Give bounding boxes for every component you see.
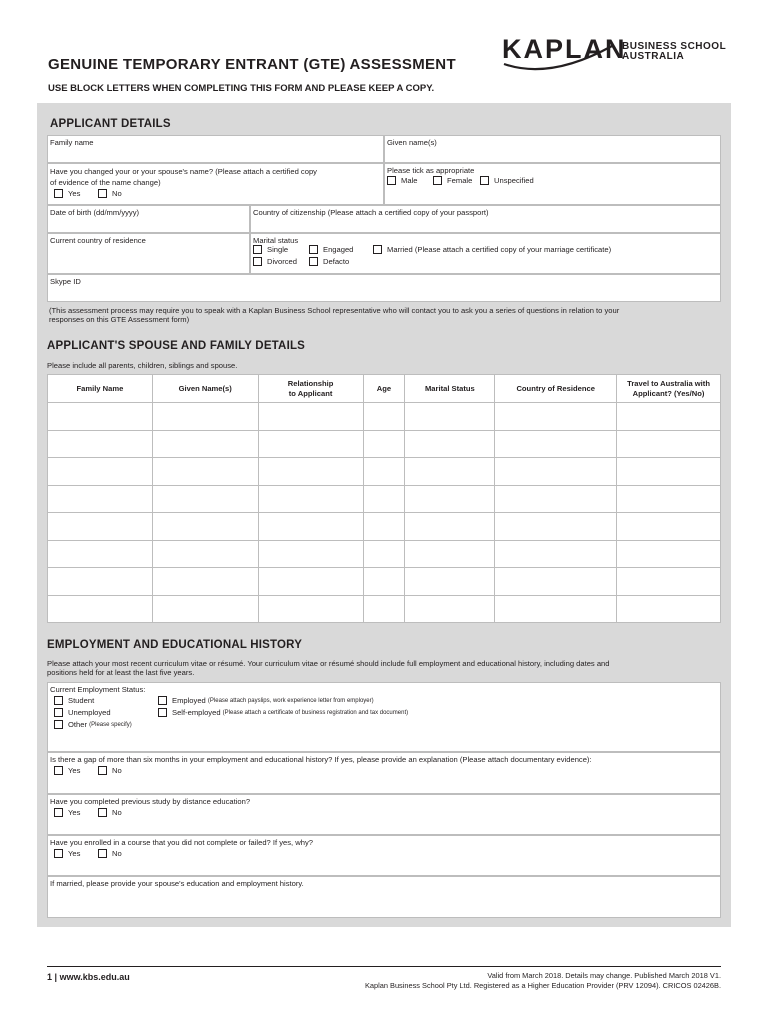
- distance-no-checkbox[interactable]: No: [98, 808, 122, 817]
- family-table-cell[interactable]: [258, 513, 363, 541]
- marital-married-checkbox[interactable]: Married (Please attach a certified copy of your marriage certificate): [373, 245, 611, 254]
- family-table-row: [48, 513, 721, 541]
- dob-field[interactable]: [47, 205, 250, 233]
- family-table-cell[interactable]: [617, 595, 721, 623]
- incomplete-no-checkbox[interactable]: No: [98, 849, 122, 858]
- family-table-row: [48, 540, 721, 568]
- family-table-cell[interactable]: [495, 540, 617, 568]
- family-table-cell[interactable]: [405, 595, 495, 623]
- assessment-note: (This assessment process may require you to speak with a Kaplan Business School representative who will contact you to ask you a series of questions in relation to your responses on this GTE Assessment form): [49, 306, 620, 324]
- page-number: 1: [47, 972, 53, 982]
- footer-separator: |: [54, 972, 58, 982]
- family-table-cell[interactable]: [405, 430, 495, 458]
- gap-no-checkbox[interactable]: No: [98, 766, 122, 775]
- spouse-history-field[interactable]: [47, 876, 721, 918]
- distance-yes-checkbox[interactable]: Yes: [54, 808, 80, 817]
- given-names-field[interactable]: [384, 135, 721, 163]
- footer-page: [47, 972, 130, 982]
- gender-male-checkbox[interactable]: Male: [387, 176, 417, 185]
- family-table-cell[interactable]: [405, 568, 495, 596]
- family-table-cell[interactable]: [258, 485, 363, 513]
- family-table-cell[interactable]: [405, 485, 495, 513]
- family-table-cell[interactable]: [48, 485, 153, 513]
- spouse-history-question: If married, please provide your spouse's education and employment history.: [50, 879, 304, 888]
- family-table-cell[interactable]: [363, 403, 405, 431]
- marital-status-field: [250, 233, 721, 274]
- family-table-cell[interactable]: [258, 430, 363, 458]
- family-table-cell[interactable]: [495, 568, 617, 596]
- residence-field[interactable]: [47, 233, 250, 274]
- family-table-cell[interactable]: [617, 568, 721, 596]
- dob-label: Date of birth (dd/mm/yyyy): [50, 208, 140, 217]
- skype-id-field[interactable]: [47, 274, 721, 302]
- family-table-cell[interactable]: [152, 458, 258, 486]
- name-change-field: [47, 163, 384, 205]
- family-name-field[interactable]: [47, 135, 384, 163]
- family-table-cell[interactable]: [495, 430, 617, 458]
- name-change-yes-checkbox[interactable]: Yes: [54, 189, 80, 198]
- employment-note: Please attach your most recent curriculum vitae or résumé. Your curriculum vitae or résumé should include full employment and educational history, including dates and positions held for at least the last five years.: [47, 659, 610, 677]
- page-title: GENUINE TEMPORARY ENTRANT (GTE) ASSESSMENT: [48, 56, 456, 73]
- family-table-cell[interactable]: [363, 485, 405, 513]
- family-table-cell[interactable]: [48, 540, 153, 568]
- status-self-employed-checkbox[interactable]: Self-employed (Please attach a certificate of business registration and tax document): [158, 708, 408, 717]
- family-table-cell[interactable]: [617, 430, 721, 458]
- skype-id-label: Skype ID: [50, 277, 81, 286]
- incomplete-course-field[interactable]: [47, 835, 721, 876]
- family-table-header: [48, 375, 721, 403]
- family-table-cell[interactable]: [152, 403, 258, 431]
- family-table-cell[interactable]: [152, 430, 258, 458]
- marital-engaged-checkbox[interactable]: Engaged: [309, 245, 353, 254]
- col-country-of-residence: Country of Residence: [495, 375, 617, 403]
- kaplan-logo: [500, 34, 730, 78]
- footer-legal: Valid from March 2018. Details may change. Published March 2018 V1. Kaplan Business School Pty Ltd. Registered as a Higher Education Provider (PRV 12094). CRICOS 02426B.: [364, 971, 721, 990]
- footer-divider: [47, 966, 721, 967]
- family-table-cell[interactable]: [258, 540, 363, 568]
- family-table-cell[interactable]: [617, 485, 721, 513]
- name-change-no-checkbox[interactable]: No: [98, 189, 122, 198]
- family-table-cell[interactable]: [617, 513, 721, 541]
- gender-field: [384, 163, 721, 205]
- col-family-name: Family Name: [48, 375, 153, 403]
- employment-gap-field[interactable]: [47, 752, 721, 794]
- incomplete-course-question: Have you enrolled in a course that you did not complete or failed? If yes, why?: [50, 838, 313, 847]
- family-table: [47, 374, 721, 623]
- family-table-cell[interactable]: [495, 595, 617, 623]
- family-table-cell[interactable]: [405, 458, 495, 486]
- family-details-heading: APPLICANT'S SPOUSE AND FAMILY DETAILS: [47, 340, 306, 352]
- family-table-cell[interactable]: [152, 568, 258, 596]
- page-subtitle: USE BLOCK LETTERS WHEN COMPLETING THIS FORM AND PLEASE KEEP A COPY.: [48, 83, 435, 94]
- family-table-row: [48, 403, 721, 431]
- col-age: Age: [363, 375, 405, 403]
- col-relationship: Relationship to Applicant: [258, 375, 363, 403]
- logo-school-name: BUSINESS SCHOOL AUSTRALIA: [622, 41, 727, 62]
- family-table-cell[interactable]: [495, 458, 617, 486]
- marital-defacto-checkbox[interactable]: Defacto: [309, 257, 349, 266]
- family-name-label: Family name: [50, 138, 94, 147]
- name-change-question-2: of evidence of the name change): [50, 178, 161, 187]
- marital-divorced-checkbox[interactable]: Divorced: [253, 257, 297, 266]
- marital-status-label: Marital status: [253, 236, 299, 245]
- family-table-cell[interactable]: [258, 568, 363, 596]
- family-table-cell[interactable]: [363, 540, 405, 568]
- col-marital-status: Marital Status: [405, 375, 495, 403]
- incomplete-yes-checkbox[interactable]: Yes: [54, 849, 80, 858]
- status-unemployed-checkbox[interactable]: Unemployed: [54, 708, 111, 717]
- family-table-cell[interactable]: [495, 403, 617, 431]
- family-table-cell[interactable]: [48, 458, 153, 486]
- family-table-body: [48, 403, 721, 623]
- distance-education-field: [47, 794, 721, 835]
- family-table-cell[interactable]: [405, 540, 495, 568]
- family-table-cell[interactable]: [617, 540, 721, 568]
- family-table-cell[interactable]: [363, 595, 405, 623]
- residence-label: Current country of residence: [50, 236, 146, 245]
- family-table-cell[interactable]: [258, 458, 363, 486]
- family-table-cell[interactable]: [495, 513, 617, 541]
- family-table-cell[interactable]: [363, 513, 405, 541]
- family-details-note: Please include all parents, children, siblings and spouse.: [47, 361, 238, 370]
- citizenship-label: Country of citizenship (Please attach a certified copy of your passport): [253, 208, 489, 217]
- logo-swoosh-icon: [500, 34, 620, 78]
- col-given-names: Given Name(s): [152, 375, 258, 403]
- status-student-checkbox[interactable]: Student: [54, 696, 94, 705]
- family-table-cell[interactable]: [48, 430, 153, 458]
- family-table-cell[interactable]: [48, 513, 153, 541]
- gender-label: Please tick as appropriate: [387, 166, 475, 175]
- family-table-cell[interactable]: [48, 568, 153, 596]
- family-table-cell[interactable]: [363, 458, 405, 486]
- footer-url[interactable]: www.kbs.edu.au: [59, 972, 130, 982]
- employment-status-field: [47, 682, 721, 752]
- name-change-question: Have you changed your or your spouse's name? (Please attach a certified copy: [50, 167, 317, 176]
- family-table-cell[interactable]: [258, 403, 363, 431]
- family-table-cell[interactable]: [258, 595, 363, 623]
- gender-unspecified-checkbox[interactable]: Unspecified: [480, 176, 534, 185]
- family-table-row: [48, 430, 721, 458]
- family-table-cell[interactable]: [617, 458, 721, 486]
- distance-education-question: Have you completed previous study by distance education?: [50, 797, 251, 806]
- family-table-cell[interactable]: [405, 403, 495, 431]
- col-travel-with-applicant: Travel to Australia with Applicant? (Yes/No): [617, 375, 721, 403]
- employment-gap-question: Is there a gap of more than six months in your employment and educational history? If yes, please provide an explanation (Please attach documentary evidence):: [50, 755, 592, 764]
- employment-status-label: Current Employment Status:: [50, 685, 146, 694]
- family-table-cell[interactable]: [152, 595, 258, 623]
- family-table-row: [48, 568, 721, 596]
- family-table-row: [48, 595, 721, 623]
- family-table-cell[interactable]: [48, 595, 153, 623]
- family-table-cell[interactable]: [405, 513, 495, 541]
- family-table-cell[interactable]: [363, 568, 405, 596]
- family-table-cell[interactable]: [152, 485, 258, 513]
- family-table-cell[interactable]: [617, 403, 721, 431]
- employment-heading: EMPLOYMENT AND EDUCATIONAL HISTORY: [47, 639, 303, 651]
- citizenship-field[interactable]: [250, 205, 721, 233]
- gender-female-checkbox[interactable]: Female: [433, 176, 472, 185]
- given-names-label: Given name(s): [387, 138, 437, 147]
- gap-yes-checkbox[interactable]: Yes: [54, 766, 80, 775]
- logo-wordmark: KAPLAN: [502, 34, 627, 64]
- family-table-cell[interactable]: [495, 485, 617, 513]
- family-table-cell[interactable]: [363, 430, 405, 458]
- family-table-row: [48, 485, 721, 513]
- family-table-row: [48, 458, 721, 486]
- status-other-checkbox[interactable]: Other (Please specify): [54, 720, 132, 729]
- family-table-cell[interactable]: [48, 403, 153, 431]
- status-employed-checkbox[interactable]: Employed (Please attach payslips, work experience letter from employer): [158, 696, 374, 705]
- applicant-details-heading: APPLICANT DETAILS: [50, 118, 171, 130]
- marital-single-checkbox[interactable]: Single: [253, 245, 288, 254]
- family-table-cell[interactable]: [152, 540, 258, 568]
- family-table-cell[interactable]: [152, 513, 258, 541]
